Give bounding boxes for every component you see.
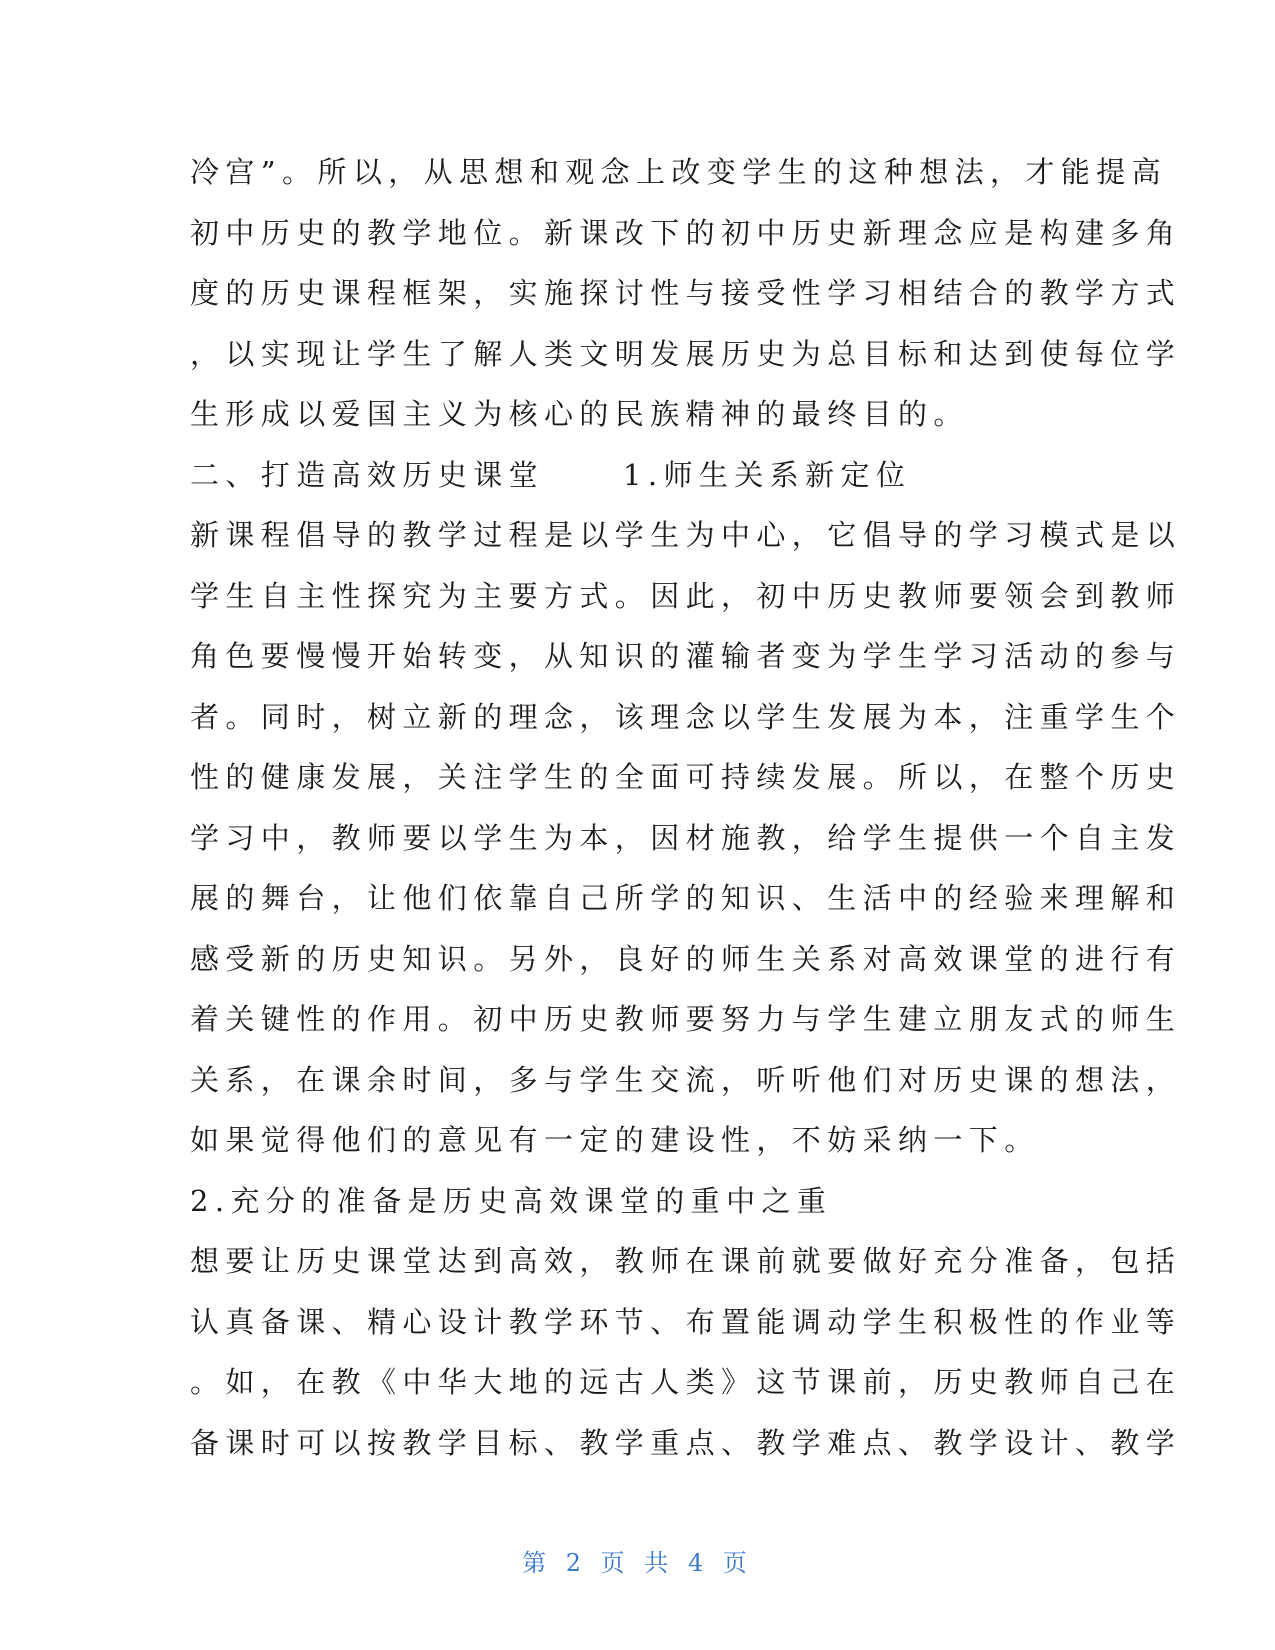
paragraph-line: 认真备课、精心设计教学环节、布置能调动学生积极性的作业等 [190, 1304, 1182, 1339]
paragraph-line: 想要让历史课堂达到高效，教师在课前就要做好充分准备，包括 [190, 1244, 1182, 1278]
paragraph-line: 学习中，教师要以学生为本，因材施教，给学生提供一个自主发 [190, 820, 1182, 855]
document-body [190, 142, 1182, 1473]
paragraph-line: 者。同时，树立新的理念，该理念以学生发展为本，注重学生个 [190, 699, 1182, 734]
paragraph-line: 性的健康发展，关注学生的全面可持续发展。所以，在整个历史 [190, 760, 1182, 794]
paragraph-line: ，以实现让学生了解人类文明发展历史为总目标和达到使每位学 [190, 336, 1182, 371]
paragraph-line: 初中历史的教学地位。新课改下的初中历史新理念应是构建多角 [190, 215, 1182, 250]
paragraph-line: 。如，在教《中华大地的远古人类》这节课前，历史教师自己在 [190, 1365, 1182, 1399]
paragraph-line: 度的历史课程框架，实施探讨性与接受性学习相结合的教学方式 [190, 276, 1182, 310]
paragraph-line: 备课时可以按教学目标、教学重点、教学难点、教学设计、教学 [190, 1425, 1182, 1460]
paragraph-line: 关系，在课余时间，多与学生交流，听听他们对历史课的想法， [190, 1062, 1182, 1097]
paragraph-line: 生形成以爱国主义为核心的民族精神的最终目的。 [190, 397, 969, 431]
page-number-footer: 第 2 页 共 4 页 [522, 1549, 753, 1577]
subheading-preparation: 2.充分的准备是历史高效课堂的重中之重 [190, 1183, 833, 1218]
paragraph-line: 冷宫”。所以，从思想和观念上改变学生的这种想法，才能提高 [190, 155, 1168, 189]
paragraph-line: 展的舞台，让他们依靠自己所学的知识、生活中的经验来理解和 [190, 881, 1182, 915]
paragraph-line: 学生自主性探究为主要方式。因此，初中历史教师要领会到教师 [190, 578, 1182, 613]
section-heading: 二、打造高效历史课堂 [190, 457, 545, 492]
paragraph-line: 感受新的历史知识。另外，良好的师生关系对高效课堂的进行有 [190, 941, 1182, 976]
paragraph-line: 角色要慢慢开始转变，从知识的灌输者变为学生学习活动的参与 [190, 639, 1182, 673]
paragraph-line: 如果觉得他们的意见有一定的建设性，不妨采纳一下。 [190, 1123, 1040, 1157]
section-heading-row [190, 445, 1065, 506]
subheading-teacher-student-relationship: 1.师生关系新定位 [623, 457, 912, 492]
paragraph-line: 新课程倡导的教学过程是以学生为中心，它倡导的学习模式是以 [190, 518, 1182, 552]
paragraph-line: 着关键性的作用。初中历史教师要努力与学生建立朋友式的师生 [190, 1002, 1182, 1036]
